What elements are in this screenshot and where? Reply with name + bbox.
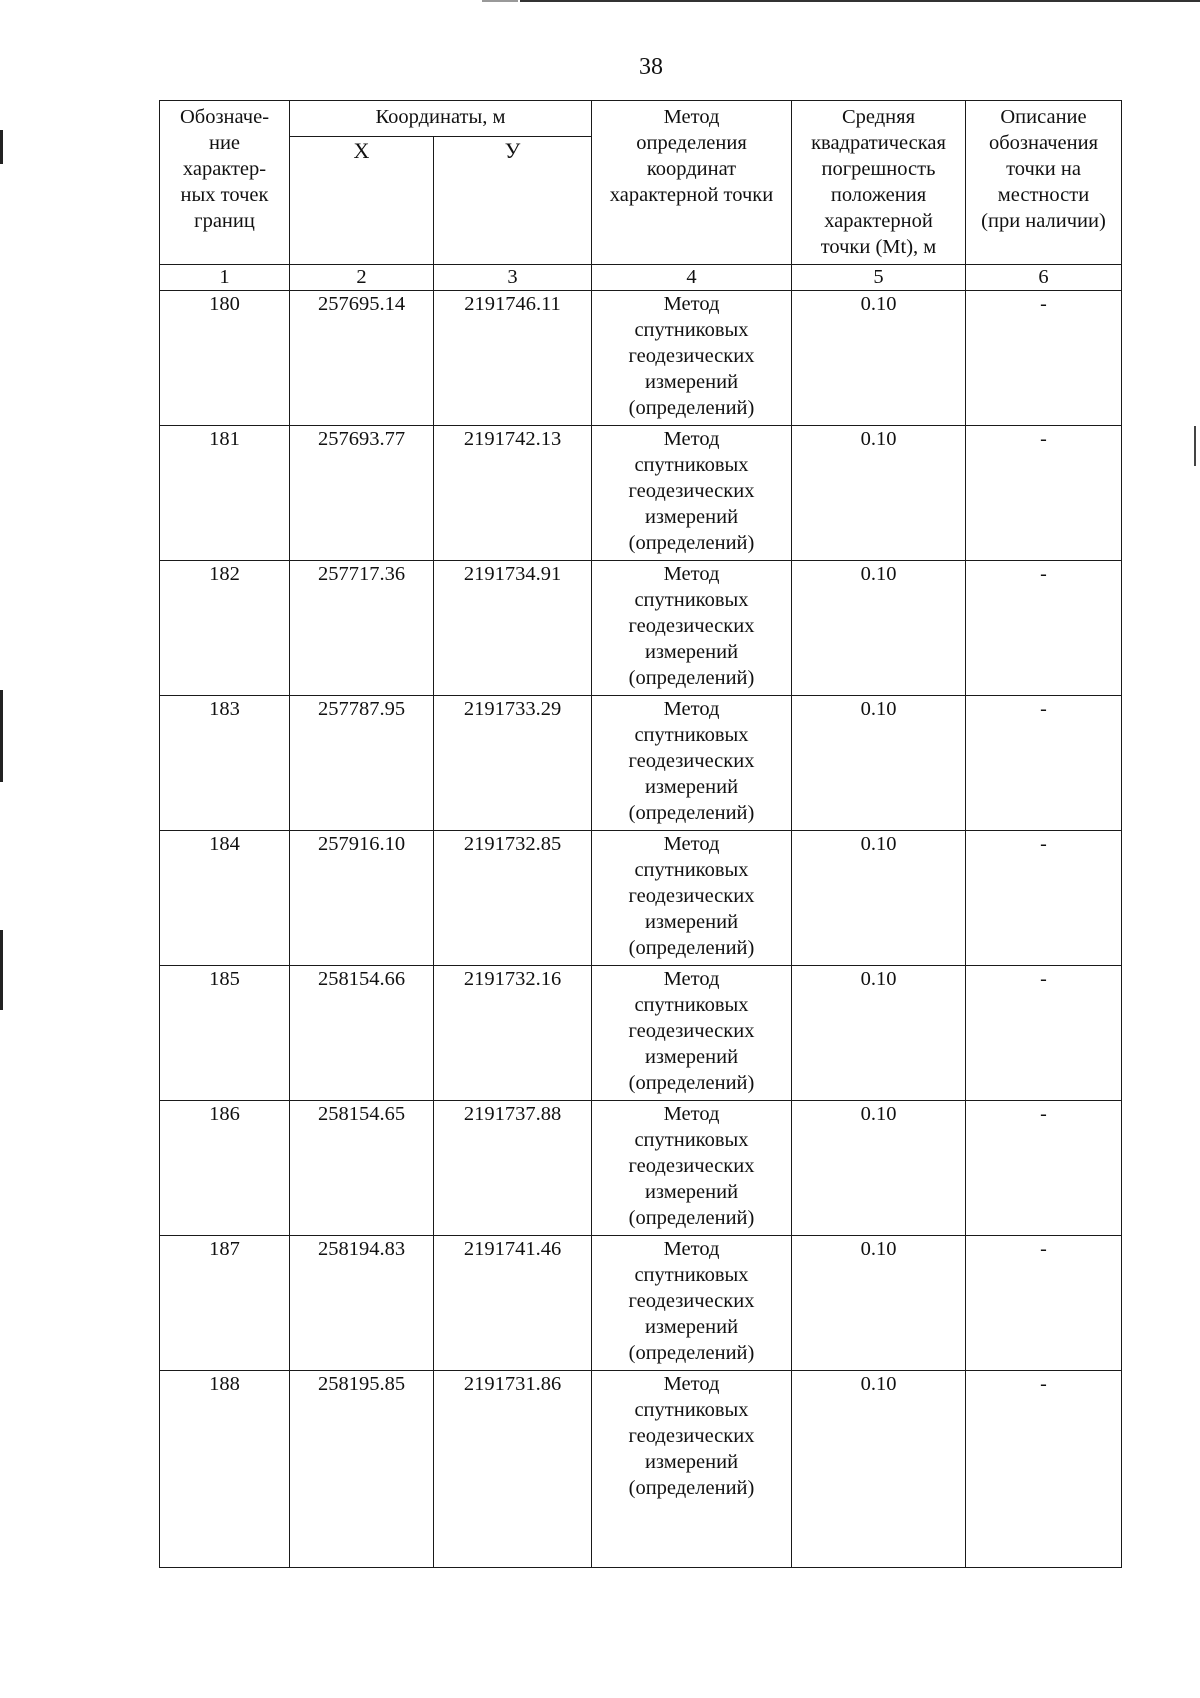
header-x: X	[290, 137, 434, 265]
method-line: геодезических	[628, 615, 755, 637]
table-row	[160, 831, 1122, 966]
method-line: измерений	[644, 371, 739, 393]
method-line: (определений)	[628, 532, 755, 554]
method-line: геодезических	[628, 480, 755, 502]
header-line: границ	[194, 210, 255, 232]
header-line: Метод	[663, 106, 720, 128]
point-id-cell: 184	[160, 831, 290, 966]
header-line: Описание	[1000, 106, 1087, 128]
header-line: Средняя	[841, 106, 915, 128]
method-line: Метод	[663, 563, 720, 585]
method-line: геодезических	[628, 750, 755, 772]
x-coordinate-cell: 257693.77	[290, 426, 434, 561]
header-line: ных точек	[180, 184, 269, 206]
x-coordinate-cell: 258195.85	[290, 1371, 434, 1568]
x-coordinate-cell: 257695.14	[290, 291, 434, 426]
point-id-cell: 185	[160, 966, 290, 1101]
table-row	[160, 966, 1122, 1101]
scan-edge-mark	[520, 0, 1200, 2]
scan-edge-mark	[482, 0, 518, 2]
header-line: точки на	[1006, 158, 1081, 180]
header-y: У	[434, 137, 592, 265]
header-line: характерной	[824, 210, 933, 232]
column-number: 2	[290, 265, 434, 291]
method-line: Метод	[663, 1238, 720, 1260]
header-point-designation	[160, 101, 290, 265]
description-cell: -	[966, 831, 1122, 966]
column-numbers-row	[160, 265, 1122, 291]
y-coordinate-cell: 2191733.29	[434, 696, 592, 831]
y-coordinate-cell: 2191732.16	[434, 966, 592, 1101]
scan-edge-mark	[0, 130, 3, 164]
point-id-cell: 183	[160, 696, 290, 831]
method-line: измерений	[644, 1046, 739, 1068]
column-number: 5	[792, 265, 966, 291]
header-line: (при наличии)	[981, 210, 1106, 232]
header-method	[592, 101, 792, 265]
method-line: геодезических	[628, 1290, 755, 1312]
method-cell	[592, 1371, 792, 1568]
method-line: Метод	[663, 1373, 720, 1395]
table-row	[160, 1371, 1122, 1568]
method-line: (определений)	[628, 397, 755, 419]
header-line: местности	[997, 184, 1090, 206]
method-line: спутниковых	[634, 1129, 749, 1151]
method-cell	[592, 1101, 792, 1236]
method-line: Метод	[663, 293, 720, 315]
mean-error-cell: 0.10	[792, 426, 966, 561]
header-line: характерной точки	[609, 184, 774, 206]
table-row	[160, 561, 1122, 696]
method-line: измерений	[644, 641, 739, 663]
description-cell: -	[966, 966, 1122, 1101]
method-cell	[592, 1236, 792, 1371]
point-id-cell: 188	[160, 1371, 290, 1568]
mean-error-cell: 0.10	[792, 1371, 966, 1568]
point-id-cell: 182	[160, 561, 290, 696]
method-line: (определений)	[628, 1207, 755, 1229]
method-line: геодезических	[628, 1155, 755, 1177]
x-coordinate-cell: 258194.83	[290, 1236, 434, 1371]
method-cell	[592, 966, 792, 1101]
method-line: спутниковых	[634, 319, 749, 341]
method-line: геодезических	[628, 1020, 755, 1042]
method-line: Метод	[663, 968, 720, 990]
scan-edge-mark	[1194, 426, 1196, 466]
column-number: 4	[592, 265, 792, 291]
method-line: спутниковых	[634, 1264, 749, 1286]
mean-error-cell: 0.10	[792, 291, 966, 426]
y-coordinate-cell: 2191737.88	[434, 1101, 592, 1236]
description-cell: -	[966, 426, 1122, 561]
mean-error-cell: 0.10	[792, 1236, 966, 1371]
mean-error-cell: 0.10	[792, 561, 966, 696]
method-cell	[592, 696, 792, 831]
point-id-cell: 181	[160, 426, 290, 561]
header-line: обозначения	[988, 132, 1099, 154]
y-coordinate-cell: 2191731.86	[434, 1371, 592, 1568]
page-number: 38	[639, 54, 663, 80]
header-line: точки (Mt), м	[820, 236, 937, 258]
table-row	[160, 426, 1122, 561]
description-cell: -	[966, 696, 1122, 831]
mean-error-cell: 0.10	[792, 1101, 966, 1236]
column-number: 1	[160, 265, 290, 291]
x-coordinate-cell: 257916.10	[290, 831, 434, 966]
header-line: характер-	[182, 158, 267, 180]
method-cell	[592, 426, 792, 561]
method-line: спутниковых	[634, 589, 749, 611]
header-description	[966, 101, 1122, 265]
y-coordinate-cell: 2191746.11	[434, 291, 592, 426]
header-line: ние	[208, 132, 241, 154]
column-number: 6	[966, 265, 1122, 291]
x-coordinate-cell: 257787.95	[290, 696, 434, 831]
method-cell	[592, 561, 792, 696]
header-row	[160, 101, 1122, 137]
method-line: спутниковых	[634, 1399, 749, 1421]
header-line: Обозначе-	[179, 106, 270, 128]
header-line: определения	[636, 132, 747, 154]
point-id-cell: 180	[160, 291, 290, 426]
method-line: Метод	[663, 428, 720, 450]
method-cell	[592, 831, 792, 966]
method-line: спутниковых	[634, 454, 749, 476]
header-line: квадратическая	[811, 132, 946, 154]
mean-error-cell: 0.10	[792, 966, 966, 1101]
y-coordinate-cell: 2191732.85	[434, 831, 592, 966]
mean-error-cell: 0.10	[792, 696, 966, 831]
point-id-cell: 187	[160, 1236, 290, 1371]
header-coordinates: Координаты, м	[290, 101, 592, 137]
method-line: Метод	[663, 698, 720, 720]
description-cell: -	[966, 1101, 1122, 1236]
method-line: (определений)	[628, 1342, 755, 1364]
header-mean-error	[792, 101, 966, 265]
method-cell	[592, 291, 792, 426]
mean-error-cell: 0.10	[792, 831, 966, 966]
x-coordinate-cell: 258154.65	[290, 1101, 434, 1236]
header-line: положения	[830, 184, 927, 206]
method-line: спутниковых	[634, 724, 749, 746]
method-line: измерений	[644, 1181, 739, 1203]
column-number: 3	[434, 265, 592, 291]
boundary-points-table	[159, 100, 1122, 1568]
table-row	[160, 1236, 1122, 1371]
method-line: геодезических	[628, 345, 755, 367]
table-row	[160, 1101, 1122, 1236]
method-line: (определений)	[628, 1477, 755, 1499]
point-id-cell: 186	[160, 1101, 290, 1236]
description-cell: -	[966, 561, 1122, 696]
method-line: Метод	[663, 833, 720, 855]
method-line: геодезических	[628, 1425, 755, 1447]
method-line: измерений	[644, 1451, 739, 1473]
method-line: (определений)	[628, 1072, 755, 1094]
x-coordinate-cell: 258154.66	[290, 966, 434, 1101]
method-line: спутниковых	[634, 859, 749, 881]
x-coordinate-cell: 257717.36	[290, 561, 434, 696]
method-line: геодезических	[628, 885, 755, 907]
method-line: Метод	[663, 1103, 720, 1125]
method-line: измерений	[644, 776, 739, 798]
y-coordinate-cell: 2191742.13	[434, 426, 592, 561]
scan-edge-mark	[0, 930, 3, 1010]
description-cell: -	[966, 1236, 1122, 1371]
method-line: спутниковых	[634, 994, 749, 1016]
table-row	[160, 696, 1122, 831]
method-line: измерений	[644, 1316, 739, 1338]
method-line: измерений	[644, 911, 739, 933]
method-line: (определений)	[628, 937, 755, 959]
description-cell: -	[966, 291, 1122, 426]
description-cell: -	[966, 1371, 1122, 1568]
y-coordinate-cell: 2191734.91	[434, 561, 592, 696]
method-line: измерений	[644, 506, 739, 528]
method-line: (определений)	[628, 667, 755, 689]
method-line: (определений)	[628, 802, 755, 824]
table-row	[160, 291, 1122, 426]
header-line: координат	[646, 158, 737, 180]
y-coordinate-cell: 2191741.46	[434, 1236, 592, 1371]
scan-edge-mark	[0, 690, 3, 782]
header-line: погрешность	[821, 158, 936, 180]
